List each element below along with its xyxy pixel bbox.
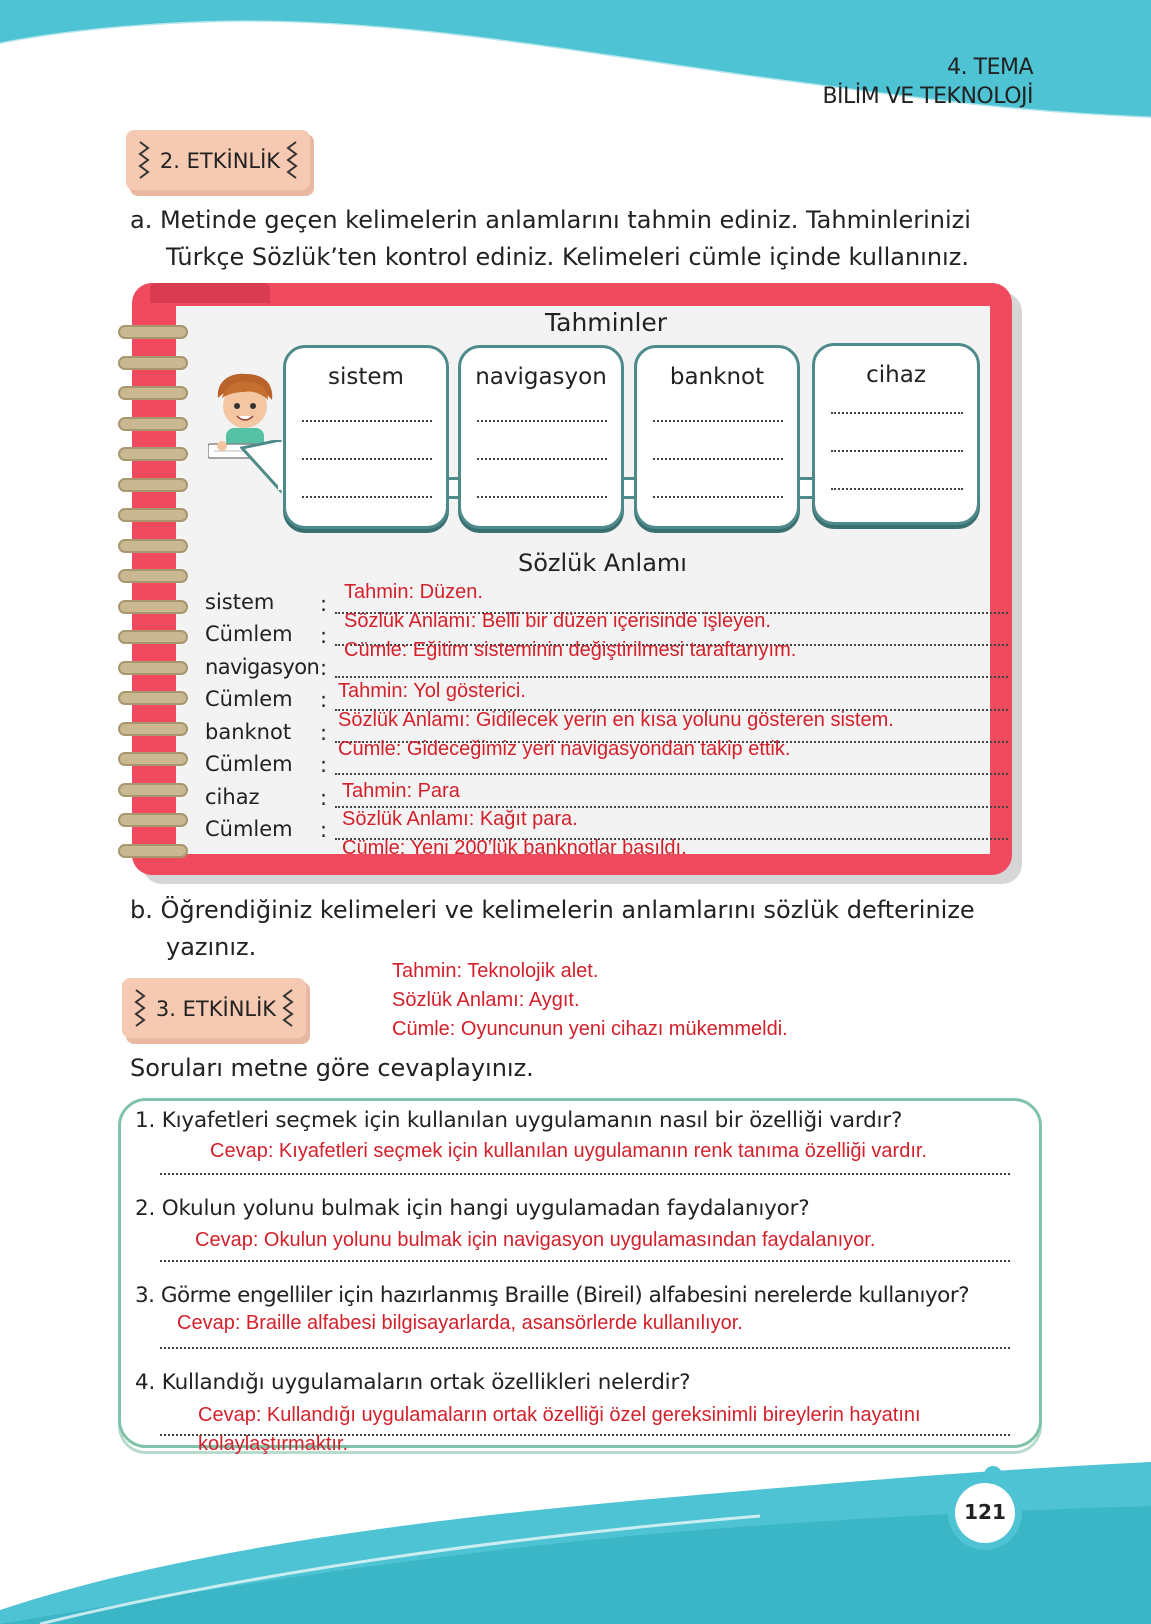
- dict-label-cumlem: Cümlem: [205, 817, 293, 841]
- card-write-line: [477, 458, 607, 460]
- card-write-line: [831, 450, 963, 452]
- activity2-tag: 2. ETKİNLİK: [159, 149, 281, 173]
- question-4: 4. Kullandığı uygulamaların ortak özellikleri nelerdir?: [135, 1370, 691, 1395]
- spiral-ring: [118, 447, 188, 461]
- bubble-decoration: [984, 1466, 1002, 1484]
- card-write-line: [653, 458, 783, 460]
- answer-banknot-cumle: Cümle: Yeni 200’lük banknotlar basıldı.: [342, 837, 687, 859]
- page-number: 121: [964, 1500, 1006, 1524]
- activity2-instruction-line1: a. Metinde geçen kelimelerin anlamlarını tahmin ediniz. Tahminlerinizi: [130, 206, 971, 234]
- bubble-decoration: [1004, 1474, 1014, 1484]
- spiral-ring: [118, 844, 188, 858]
- dict-colon: :: [320, 624, 328, 648]
- tema-number: 4. TEMA: [947, 55, 1033, 80]
- card-write-line: [653, 420, 783, 422]
- dict-label-cumlem: Cümlem: [205, 622, 293, 646]
- answer-navigasyon-tahmin: Tahmin: Yol gösterici.: [338, 680, 526, 702]
- dict-colon: :: [320, 656, 328, 680]
- dict-write-line: [335, 773, 1008, 775]
- dict-colon: :: [320, 721, 328, 745]
- word-card-banknot: [634, 345, 800, 529]
- word-card-title: banknot: [669, 364, 765, 390]
- answer-line-1: [160, 1173, 1010, 1175]
- card-write-line: [302, 420, 432, 422]
- answer-cihaz-cumle: Cümle: Oyuncunun yeni cihazı mükemmeldi.: [392, 1018, 788, 1040]
- answer-banknot-sozluk: Sözlük Anlamı: Kağıt para.: [342, 808, 578, 830]
- spiral-ring: [118, 356, 188, 370]
- spiral-ring: [118, 783, 188, 797]
- activity3-tag: 3. ETKİNLİK: [155, 997, 277, 1021]
- spiral-ring: [118, 630, 188, 644]
- answer-navigasyon-sozluk: Sözlük Anlamı: Gidilecek yerin en kısa yolunu gösteren sistem.: [338, 709, 894, 731]
- card-write-line: [831, 488, 963, 490]
- spiral-ring: [118, 752, 188, 766]
- dict-label-cumlem: Cümlem: [205, 687, 293, 711]
- spiral-ring: [118, 661, 188, 675]
- answer-1: Cevap: Kıyafetleri seçmek için kullanılan uygulamanın renk tanıma özelliği vardır.: [210, 1140, 928, 1162]
- answer-4-line1: Cevap: Kullandığı uygulamaların ortak özelliği özel gereksinimli bireylerin hayatını: [198, 1404, 921, 1426]
- spiral-ring: [118, 478, 188, 492]
- activity3-instruction: Soruları metne göre cevaplayınız.: [130, 1054, 534, 1082]
- answer-line-3: [160, 1347, 1010, 1349]
- spiral-ring: [118, 691, 188, 705]
- spiral-ring: [118, 539, 188, 553]
- instruction-b-line2: yazınız.: [166, 933, 257, 961]
- answer-navigasyon-cumle: Cümle: Gideceğimiz yeri navigasyondan takip ettik.: [338, 738, 791, 760]
- dict-colon: :: [320, 688, 328, 712]
- card-write-line: [477, 496, 607, 498]
- answer-sistem-cumle: Cümle: Eğitim sisteminin değiştirilmesi taraftarıyım.: [344, 639, 797, 661]
- answer-3: Cevap: Braille alfabesi bilgisayarlarda, asansörlerde kullanılıyor.: [177, 1312, 743, 1334]
- question-1: 1. Kıyafetleri seçmek için kullanılan uygulamanın nasıl bir özelliği vardır?: [135, 1108, 903, 1133]
- spiral-ring: [118, 417, 188, 431]
- card-write-line: [831, 412, 963, 414]
- answer-line-2: [160, 1260, 1010, 1262]
- spiral-ring: [118, 600, 188, 614]
- dict-write-line: [335, 676, 1008, 678]
- spiral-ring: [118, 569, 188, 583]
- dict-label-navigasyon: navigasyon: [205, 655, 320, 679]
- word-card-title: cihaz: [866, 362, 926, 388]
- card-write-line: [302, 458, 432, 460]
- tahminler-title: Tahminler: [545, 308, 668, 337]
- card-write-line: [477, 420, 607, 422]
- dict-label-cumlem: Cümlem: [205, 752, 293, 776]
- answer-cihaz-tahmin: Tahmin: Teknolojik alet.: [392, 960, 599, 982]
- answer-2: Cevap: Okulun yolunu bulmak için navigasyon uygulamasından faydalanıyor.: [195, 1229, 876, 1251]
- question-3: 3. Görme engelliler için hazırlanmış Braille (Bireil) alfabesini nerelerde kullanıyor?: [135, 1283, 970, 1308]
- card-write-line: [302, 496, 432, 498]
- dict-colon: :: [320, 592, 328, 616]
- answer-cihaz-sozluk: Sözlük Anlamı: Aygıt.: [392, 989, 580, 1011]
- answer-4-line2: kolaylaştırmaktır.: [198, 1433, 349, 1455]
- spiral-ring: [118, 325, 188, 339]
- answer-sistem-sozluk: Sözlük Anlamı: Belli bir düzen içerisinde işleyen.: [344, 610, 771, 632]
- spiral-ring: [118, 722, 188, 736]
- activity2-instruction-line2: Türkçe Sözlük’ten kontrol ediniz. Kelimeleri cümle içinde kullanınız.: [166, 243, 969, 271]
- word-card-navigasyon: [458, 345, 624, 529]
- answer-banknot-tahmin: Tahmin: Para: [342, 780, 460, 802]
- dict-label-banknot: banknot: [205, 720, 292, 744]
- dict-colon: :: [320, 786, 328, 810]
- word-card-title: sistem: [328, 364, 404, 390]
- tema-name: BİLİM VE TEKNOLOJİ: [822, 84, 1033, 109]
- notebook-spine: [150, 283, 270, 303]
- answer-sistem-tahmin: Tahmin: Düzen.: [344, 581, 483, 603]
- spiral-ring: [118, 386, 188, 400]
- dict-colon: :: [320, 753, 328, 777]
- word-card-sistem: [283, 345, 449, 529]
- word-card-title: navigasyon: [475, 364, 607, 390]
- dict-colon: :: [320, 818, 328, 842]
- word-card-cihaz: [812, 343, 980, 525]
- spiral-ring: [118, 508, 188, 522]
- card-write-line: [653, 496, 783, 498]
- spiral-ring: [118, 813, 188, 827]
- dict-label-cihaz: cihaz: [205, 785, 260, 809]
- instruction-b-line1: b. Öğrendiğiniz kelimeleri ve kelimelerin anlamlarını sözlük defterinize: [130, 896, 975, 924]
- dict-label-sistem: sistem: [205, 590, 275, 614]
- sozluk-title: Sözlük Anlamı: [518, 549, 687, 577]
- question-2: 2. Okulun yolunu bulmak için hangi uygulamadan faydalanıyor?: [135, 1196, 810, 1221]
